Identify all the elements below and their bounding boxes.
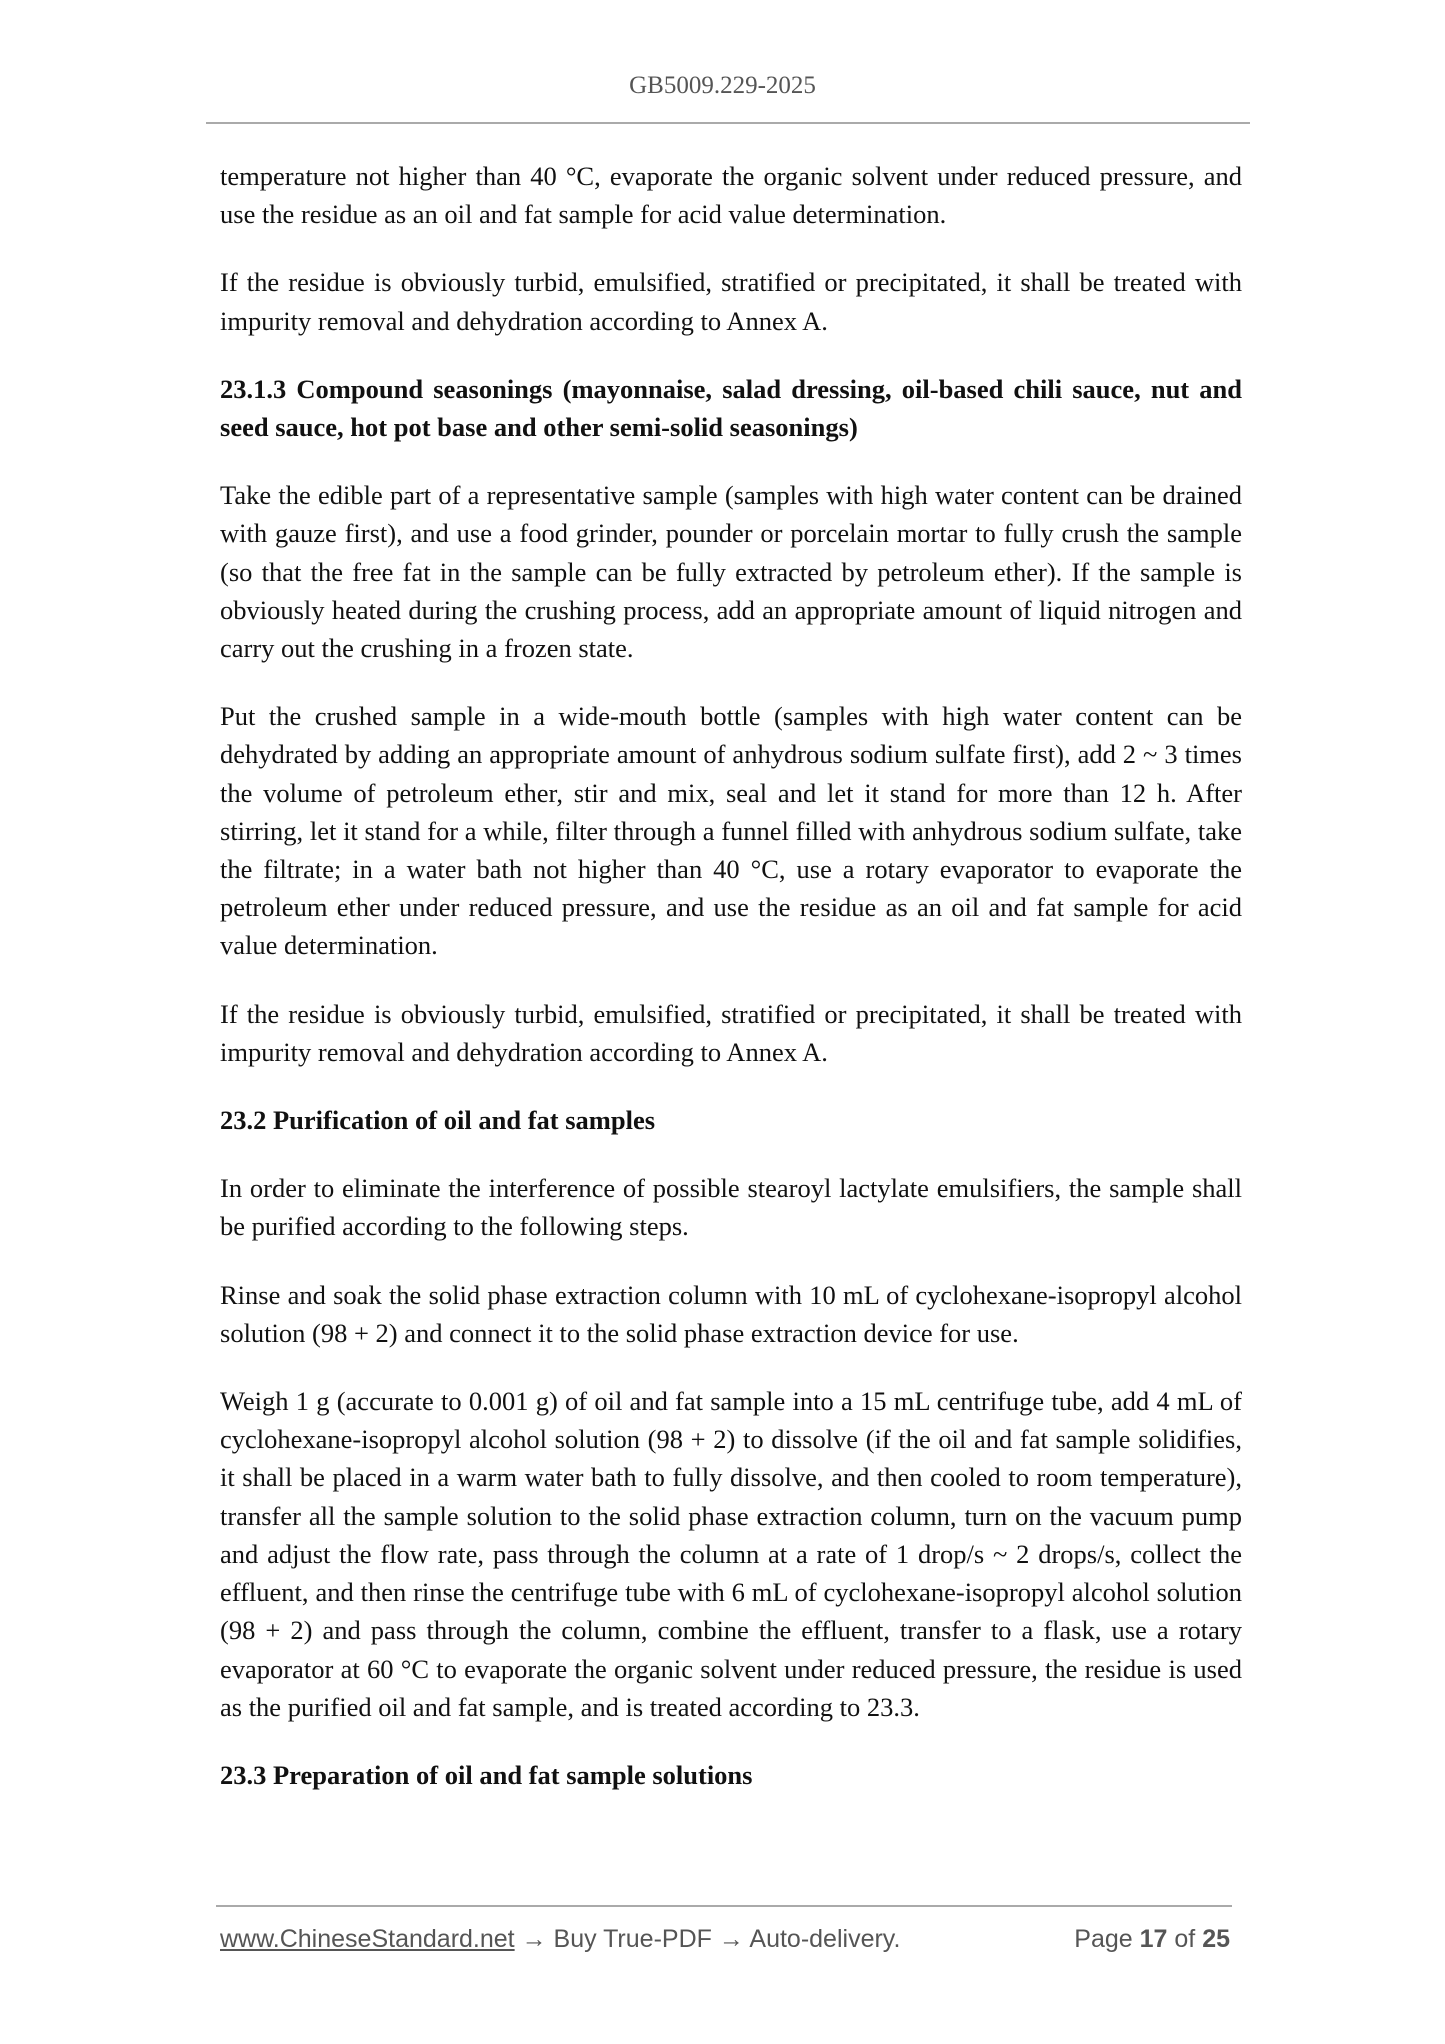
paragraph: Rinse and soak the solid phase extraction column with 10 mL of cyclohexane-isopropyl alcohol solution (98 + 2) and connect it to the solid phase extraction device for use. [220, 1279, 1242, 1348]
website-link[interactable]: www.ChineseStandard.net [220, 1925, 515, 1953]
document-body [220, 157, 1242, 1824]
paragraph: In order to eliminate the interference of possible stearoyl lactylate emulsifiers, the sample shall be purified according to the following steps. [220, 1173, 1242, 1242]
section-heading: 23.1.3 Compound seasonings (mayonnaise, salad dressing, oil-based chili sauce, nut and seed sauce, hot pot base and other semi-solid seasonings) [220, 373, 1242, 443]
promo-text: → Buy True-PDF → Auto-delivery. [514, 1925, 901, 1953]
footer [220, 1925, 1230, 1954]
paragraph: If the residue is obviously turbid, emulsified, stratified or precipitated, it shall be treated with impurity removal and dehydration according to Annex A. [220, 267, 1242, 336]
paragraph: Take the edible part of a representative sample (samples with high water content can be drained with gauze first), and use a food grinder, pounder or porcelain mortar to fully crush the sample (so that the free fat in the sample can be fully extracted by petroleum ether). If the sample is obviously heated during the crushing process, add an appropriate amount of liquid nitrogen and carry out the crushing in a frozen state. [220, 480, 1242, 664]
section-heading: 23.3 Preparation of oil and fat sample solutions [220, 1759, 753, 1790]
paragraph: If the residue is obviously turbid, emulsified, stratified or precipitated, it shall be treated with impurity removal and dehydration according to Annex A. [220, 998, 1242, 1067]
paragraph: Weigh 1 g (accurate to 0.001 g) of oil and fat sample into a 15 mL centrifuge tube, add 4 mL of cyclohexane-isopropyl alcohol solution (98 + 2) to dissolve (if the oil and fat sample solidifies, it shall be placed in a warm water bath to fully dissolve, and then cooled to room temperature), transfer all the sample solution to the solid phase extraction column, turn on the vacuum pump and adjust the flow rate, pass through the column at a rate of 1 drop/s ~ 2 drops/s, collect the effluent, and then rinse the centrifuge tube with 6 mL of cyclohexane-isopropyl alcohol solution (98 + 2) and pass through the column, combine the effluent, transfer to a flask, use a rotary evaporator at 60 °C to evaporate the organic solvent under reduced pressure, the residue is used as the purified oil and fat sample, and is treated according to 23.3. [220, 1386, 1242, 1722]
footer-promo [220, 1925, 900, 1954]
document-header: GB5009.229-2025 [629, 72, 816, 99]
page-number: Page 17 of 25 [1074, 1925, 1230, 1953]
section-heading: 23.2 Purification of oil and fat samples [220, 1105, 656, 1136]
paragraph: Put the crushed sample in a wide-mouth bottle (samples with high water content can be dehydrated by adding an appropriate amount of anhydrous sodium sulfate first), add 2 ~ 3 times the volume of petroleum ether, stir and mix, seal and let it stand for more than 12 h. After stirring, let it stand for a while, filter through a funnel filled with anhydrous sodium sulfate, take the filtrate; in a water bath not higher than 40 °C, use a rotary evaporator to evaporate the petroleum ether under reduced pressure, and use the residue as an oil and fat sample for acid value determination. [220, 701, 1242, 961]
footer-divider [216, 1905, 1232, 1907]
paragraph: temperature not higher than 40 °C, evaporate the organic solvent under reduced pressure, and use the residue as an oil and fat sample for acid value determination. [220, 161, 1242, 230]
header-divider [206, 122, 1250, 124]
